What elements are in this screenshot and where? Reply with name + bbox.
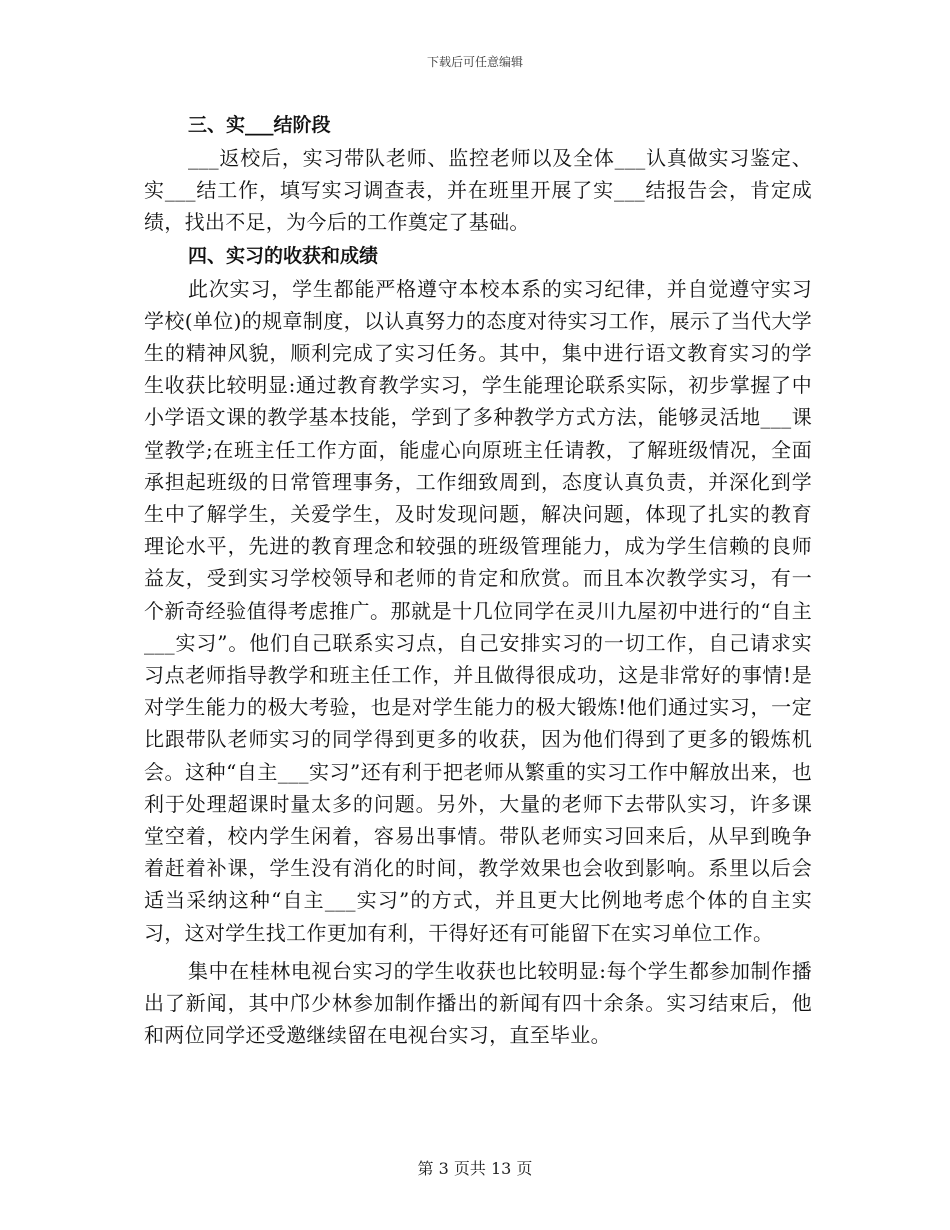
page-number-footer: 第 3 页共 13 页	[417, 1159, 533, 1178]
page-header-note: 下载后可任意编辑	[426, 55, 523, 69]
section-heading-summary-stage: 三、实___结阶段	[188, 114, 331, 136]
paragraph-gains-main: 此次实习，学生都能严格遵守本校本系的实习纪律，并自觉遵守实习学校(单位)的规章制度，以认真努力的态度对待实习工作，展示了当代大学生的精神风貌，顺利完成了实习任务。其中，集中进行语文教育实习的学生收获比较明显:通过教育教学实习，学生能理论联系实际，初步掌握了中小学语文课的教学基本技能，学到了多种教学方式方法，能够灵活地___课堂教学;在班主任工作方面，能虚心向原班主任请教，了解班级情况，全面承担起班级的日常管理事务，工作细致周到，态度认真负责，并深化到学生中了解学生，关爱学生，及时发现问题，解决问题，体现了扎实的教育理论水平，先进的教育理念和较强的班级管理能力，成为学生信赖的良师益友，受到实习学校领导和老师的肯定和欣赏。而且本次教学实习，有一个新奇经验值得考虑推广。那就是十几位同学在灵川九屋初中进行的“自主___实习”。他们自己联系实习点，自己安排实习的一切工作，自己请求实习点老师指导教学和班主任工作，并且做得很成功，这是非常好的事情!是对学生能力的极大考验，也是对学生能力的极大锻炼!他们通过实习，一定比跟带队老师实习的同学得到更多的收获，因为他们得到了更多的锻炼机会。这种“自主___实习”还有利于把老师从繁重的实习工作中解放出来，也利于处理超课时量太多的问题。另外，大量的老师下去带队实习，许多课堂空着，校内学生闲着，容易出事情。带队老师实习回来后，从早到晚争着赶着补课，学生没有消化的时间，教学效果也会收到影响。系里以后会适当采纳这种“自主___实习”的方式，并且更大比例地考虑个体的自主实习，这对学生找工作更加有利，干得好还有可能留下在实习单位工作。	[144, 276, 812, 945]
paragraph-summary-stage: ___返校后，实习带队老师、监控老师以及全体___认真做实习鉴定、实___结工作，填写实习调查表，并在班里开展了实___结报告会，肯定成绩，找出不足，为今后的工作奠定了基础。	[144, 146, 812, 235]
paragraph-gains-tv-station: 集中在桂林电视台实习的学生收获也比较明显:每个学生都参加制作播出了新闻，其中邝少林参加制作播出的新闻有四十余条。实习结束后，他和两位同学还受邀继续留在电视台实习，直至毕业。	[144, 958, 812, 1048]
section-heading-gains-results: 四、实习的收获和成绩	[188, 244, 379, 267]
document-body	[144, 108, 812, 1051]
